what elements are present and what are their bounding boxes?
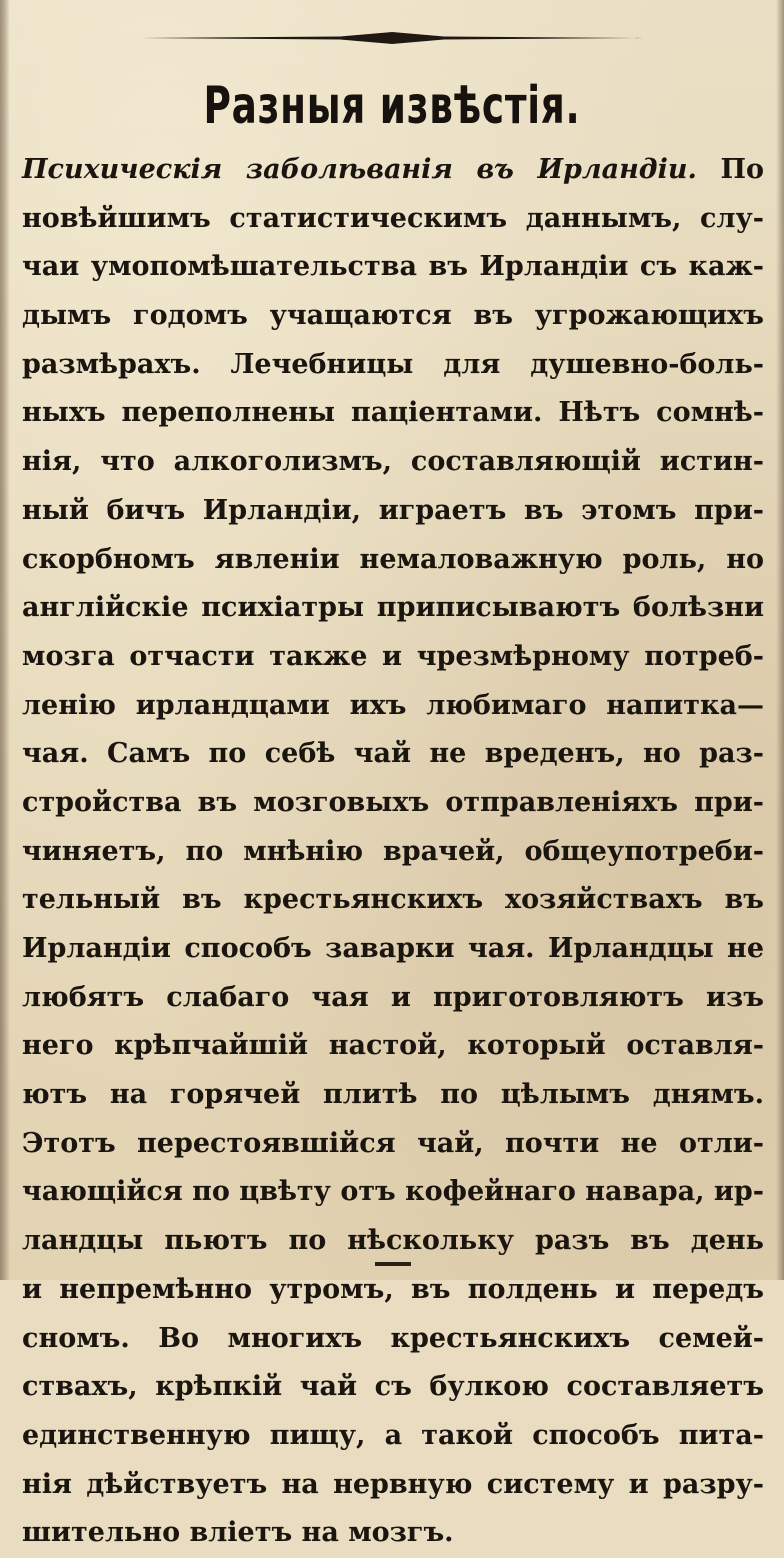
article-line: чиняетъ, по мнѣнію врачей, общеупотреби- [22,835,764,867]
article-line: шительно вліетъ на мозгъ. [22,1517,454,1549]
article-line: единственную пищу, а такой способъ пита- [22,1419,764,1451]
article-line: ствахъ, крѣпкій чай съ булкою составляетъ [22,1371,764,1403]
article-line: Ирландіи способъ заварки чая. Ирландцы не [22,933,764,964]
article-line: ютъ на горячей плитѣ по цѣлымъ днямъ. [22,1079,764,1111]
section-title: Разныя извѣстія. [203,76,581,136]
article-line: нія дѣйствуетъ на нервную систему и разру- [22,1468,764,1500]
article-line-text: По [696,154,765,185]
article-line: англійскіе психіатры приписываютъ болѣзни [22,592,764,624]
article-line: него крѣпчайшій настой, который оставля- [22,1030,764,1062]
article-line: скорбномъ явленіи немаловажную роль, но [22,543,764,575]
article-line: чающійся по цвѣту отъ кофейнаго навара, ир- [22,1176,764,1208]
article-line: любятъ слабаго чая и приготовляютъ изъ [22,981,764,1013]
article-line: чаи умопомѣшательства въ Ирландіи съ каж- [22,251,764,283]
article-line: чая. Самъ по себѣ чай не вреденъ, но раз- [22,738,764,770]
paper-edge-right [776,0,784,1280]
article-line: новѣйшимъ статистическимъ даннымъ, слу- [22,202,764,234]
decorative-rule [140,28,644,48]
article-line: тельный въ крестьянскихъ хозяйствахъ въ [22,884,764,916]
article-line: Этотъ перестоявшійся чай, почти не отли- [22,1127,764,1159]
article-line: размѣрахъ. Лечебницы для душевно-боль- [22,348,764,380]
article-line: ленію ирландцами ихъ любимаго напитка— [22,689,764,721]
article-line [22,146,764,195]
article-line: нія, что алкоголизмъ, составляющій истин- [22,446,764,478]
article-line: и непремѣнно утромъ, въ полдень и передъ [22,1273,764,1305]
article-line: ный бичъ Ирландіи, играетъ въ этомъ при- [22,494,764,526]
article-body [22,146,764,1558]
article-line: сномъ. Во многихъ крестьянскихъ семей- [22,1322,764,1354]
article-line: дымъ годомъ учащаются въ угрожающихъ [22,300,764,332]
article-line: стройства въ мозговыхъ отправленіяхъ при- [22,786,764,818]
end-dash [375,1262,411,1266]
article-headline: Психическія заболѣванія въ Ирландіи. [22,154,697,185]
article-line: ныхъ переполнены пацiентами. Нѣтъ сомнѣ- [22,397,764,429]
article-line: ландцы пьютъ по нѣскольку разъ въ день [22,1225,764,1257]
paper-edge-left [0,0,10,1280]
article-line: мозга отчасти также и чрезмѣрному потреб- [22,640,764,672]
